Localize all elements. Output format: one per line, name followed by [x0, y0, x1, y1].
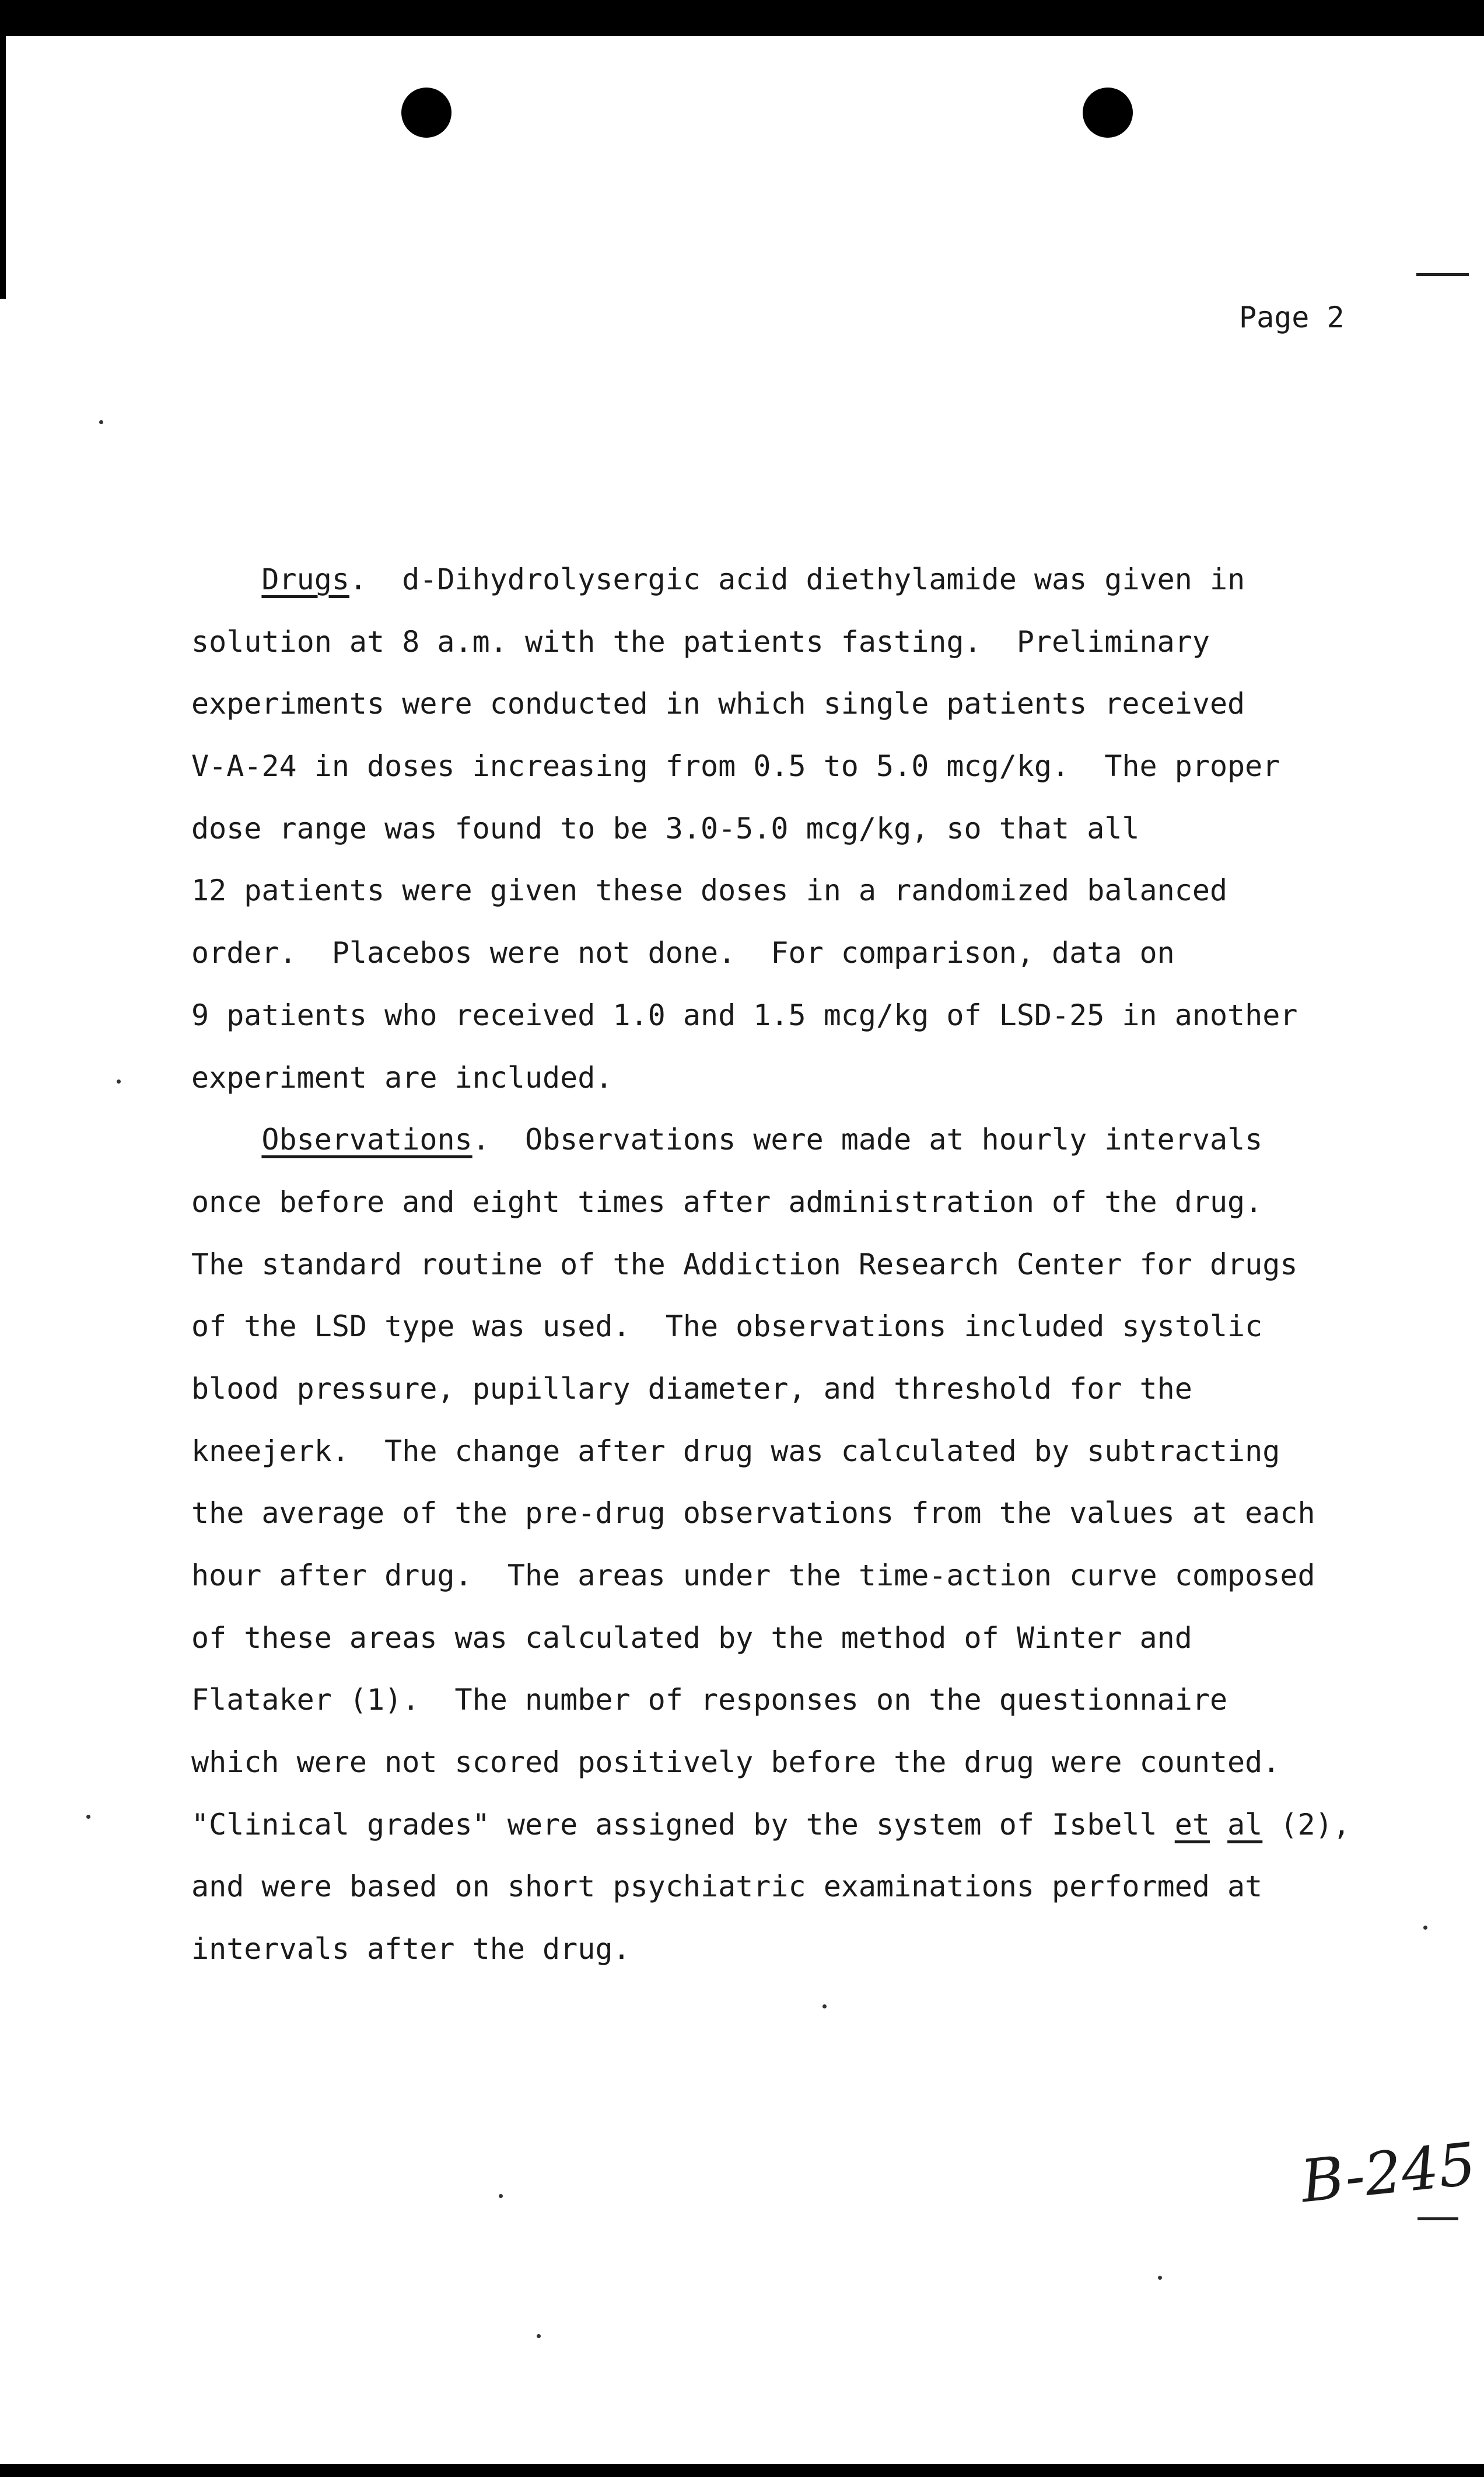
- text-line: [191, 798, 1440, 860]
- punch-hole-right: [1083, 88, 1133, 138]
- punch-hole-left: [401, 88, 452, 138]
- text-segment: intervals after the drug.: [191, 1932, 631, 1966]
- text-segment: solution at 8 a.m. with the patients fasting. Preliminary: [191, 624, 1210, 659]
- text-segment: dose range was found to be 3.0-5.0 mcg/kg, so that all: [191, 811, 1140, 846]
- text-line: [191, 1234, 1440, 1296]
- text-segment: [191, 1123, 261, 1157]
- text-line: [191, 1669, 1440, 1731]
- underlined-text: al: [1227, 1807, 1263, 1842]
- text-segment: blood pressure, pupillary diameter, and threshold for the: [191, 1371, 1192, 1406]
- document-body: [191, 548, 1440, 1980]
- text-segment: [1210, 1808, 1227, 1842]
- text-line: [191, 548, 1440, 611]
- text-segment: once before and eight times after administration of the drug.: [191, 1185, 1263, 1219]
- text-line: [191, 1856, 1440, 1918]
- text-line: [191, 735, 1440, 798]
- text-segment: "Clinical grades" were assigned by the system of Isbell: [191, 1807, 1175, 1842]
- text-segment: experiment are included.: [191, 1060, 613, 1095]
- text-line: [191, 1109, 1440, 1171]
- scan-speck: [1423, 1926, 1427, 1930]
- text-segment: 9 patients who received 1.0 and 1.5 mcg/kg of LSD-25 in another: [191, 998, 1298, 1032]
- scan-speck: [1158, 2276, 1162, 2280]
- scan-speck: [117, 1079, 121, 1084]
- text-line: [191, 1171, 1440, 1234]
- text-line: [191, 1731, 1440, 1794]
- text-line: [191, 860, 1440, 922]
- scan-speck: [537, 2334, 541, 2338]
- scan-speck: [99, 420, 103, 424]
- underlined-text: et: [1174, 1807, 1210, 1842]
- text-line: [191, 1420, 1440, 1483]
- text-segment: of these areas was calculated by the method of Winter and: [191, 1620, 1192, 1655]
- handwritten-document-id: B-245: [1297, 2129, 1479, 2216]
- text-line: [191, 922, 1440, 984]
- underlined-text: Observations: [261, 1123, 473, 1157]
- text-segment: Flataker (1). The number of responses on the questionnaire: [191, 1683, 1228, 1717]
- text-segment: of the LSD type was used. The observations included systolic: [191, 1309, 1263, 1344]
- text-line: [191, 1358, 1440, 1420]
- scan-speck: [822, 2004, 827, 2008]
- scan-top-border: [0, 0, 1484, 36]
- text-line: [191, 673, 1440, 735]
- text-segment: which were not scored positively before the drug were counted.: [191, 1745, 1280, 1780]
- text-line: [191, 611, 1440, 673]
- text-segment: order. Placebos were not done. For comparison, data on: [191, 936, 1175, 970]
- text-line: [191, 1607, 1440, 1669]
- scan-speck: [499, 2194, 503, 2198]
- text-segment: The standard routine of the Addiction Research Center for drugs: [191, 1247, 1298, 1281]
- text-line: [191, 1545, 1440, 1607]
- text-segment: and were based on short psychiatric examinations performed at: [191, 1870, 1263, 1904]
- underlined-text: Drugs: [261, 563, 349, 596]
- text-segment: kneejerk. The change after drug was calculated by subtracting: [191, 1434, 1280, 1468]
- text-segment: (2),: [1262, 1807, 1350, 1842]
- text-segment: 12 patients were given these doses in a randomized balanced: [191, 874, 1228, 908]
- text-segment: [191, 563, 261, 596]
- text-segment: V-A-24 in doses increasing from 0.5 to 5.0 mcg/kg. The proper: [191, 749, 1280, 784]
- scan-mark: [1416, 273, 1469, 276]
- text-segment: . Observations were made at hourly intervals: [472, 1123, 1263, 1157]
- text-segment: . d-Dihydrolysergic acid diethylamide was given in: [349, 563, 1245, 596]
- text-line: [191, 1918, 1440, 1980]
- text-line: [191, 1295, 1440, 1358]
- scan-mark: [1418, 2217, 1458, 2220]
- text-segment: experiments were conducted in which single patients received: [191, 687, 1245, 721]
- page-number: Page 2: [1239, 301, 1345, 334]
- text-line: [191, 1482, 1440, 1545]
- scan-speck: [86, 1815, 90, 1819]
- text-line: [191, 1047, 1440, 1109]
- text-segment: hour after drug. The areas under the time-action curve composed: [191, 1559, 1315, 1592]
- scan-bottom-border: [0, 2464, 1484, 2477]
- scan-left-edge: [0, 36, 6, 299]
- text-segment: the average of the pre-drug observations from the values at each: [191, 1496, 1315, 1531]
- text-line: [191, 1794, 1440, 1856]
- text-line: [191, 984, 1440, 1047]
